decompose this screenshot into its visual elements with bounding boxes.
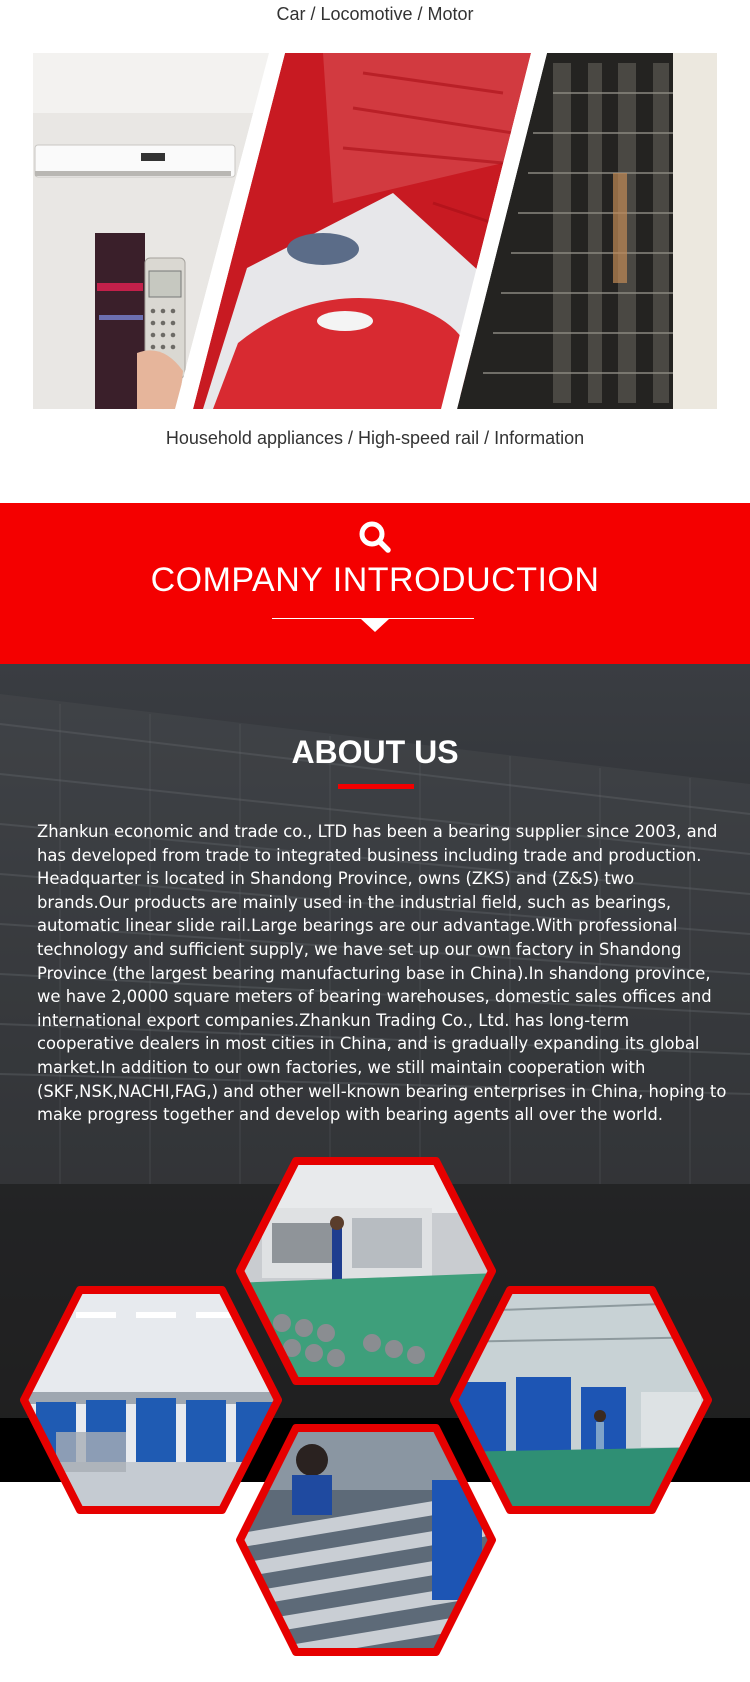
company-introduction-banner	[0, 503, 750, 664]
factory-photo-hexagon-bottom	[232, 1420, 500, 1665]
applications-caption-top: Car / Locomotive / Motor	[276, 4, 474, 24]
about-us-underline	[338, 784, 414, 789]
company-introduction-title: COMPANY INTRODUCTION	[150, 561, 600, 599]
about-us-title: ABOUT US	[291, 734, 459, 770]
about-us-description: Zhankun economic and trade co., LTD has been a bearing supplier since 2003, and has developed from trade to integrated business including trade and production. Headquarter is located in Shandong Province, owns (ZKS) and (Z&S) two brands.Our products are mainly used in the industrial field, such as bearings, automatic linear slide rail.Large bearings are our advantage.With professional technology and sufficient supply, we have set up our own factory in Shandong Province (the largest bearing manufacturing base in China).In shandong province, we have 2,0000 square meters of bearing warehouses, domestic sales offices and international export companies.Zhankun Trading Co., Ltd. has long-term cooperative dealers in most cities in China, and is gradually expanding its global market.In addition to our own factories, we still maintain cooperation with (SKF,NSK,NACHI,FAG,) and other well-known bearing enterprises in China, hoping to make progress together and develop with bearing agents all over the world.	[37, 822, 727, 1125]
search-icon	[358, 520, 392, 559]
applications-collage-image	[33, 53, 717, 409]
down-arrow-icon	[361, 619, 389, 632]
applications-caption-bottom: Household appliances / High-speed rail / Information	[165, 428, 585, 448]
